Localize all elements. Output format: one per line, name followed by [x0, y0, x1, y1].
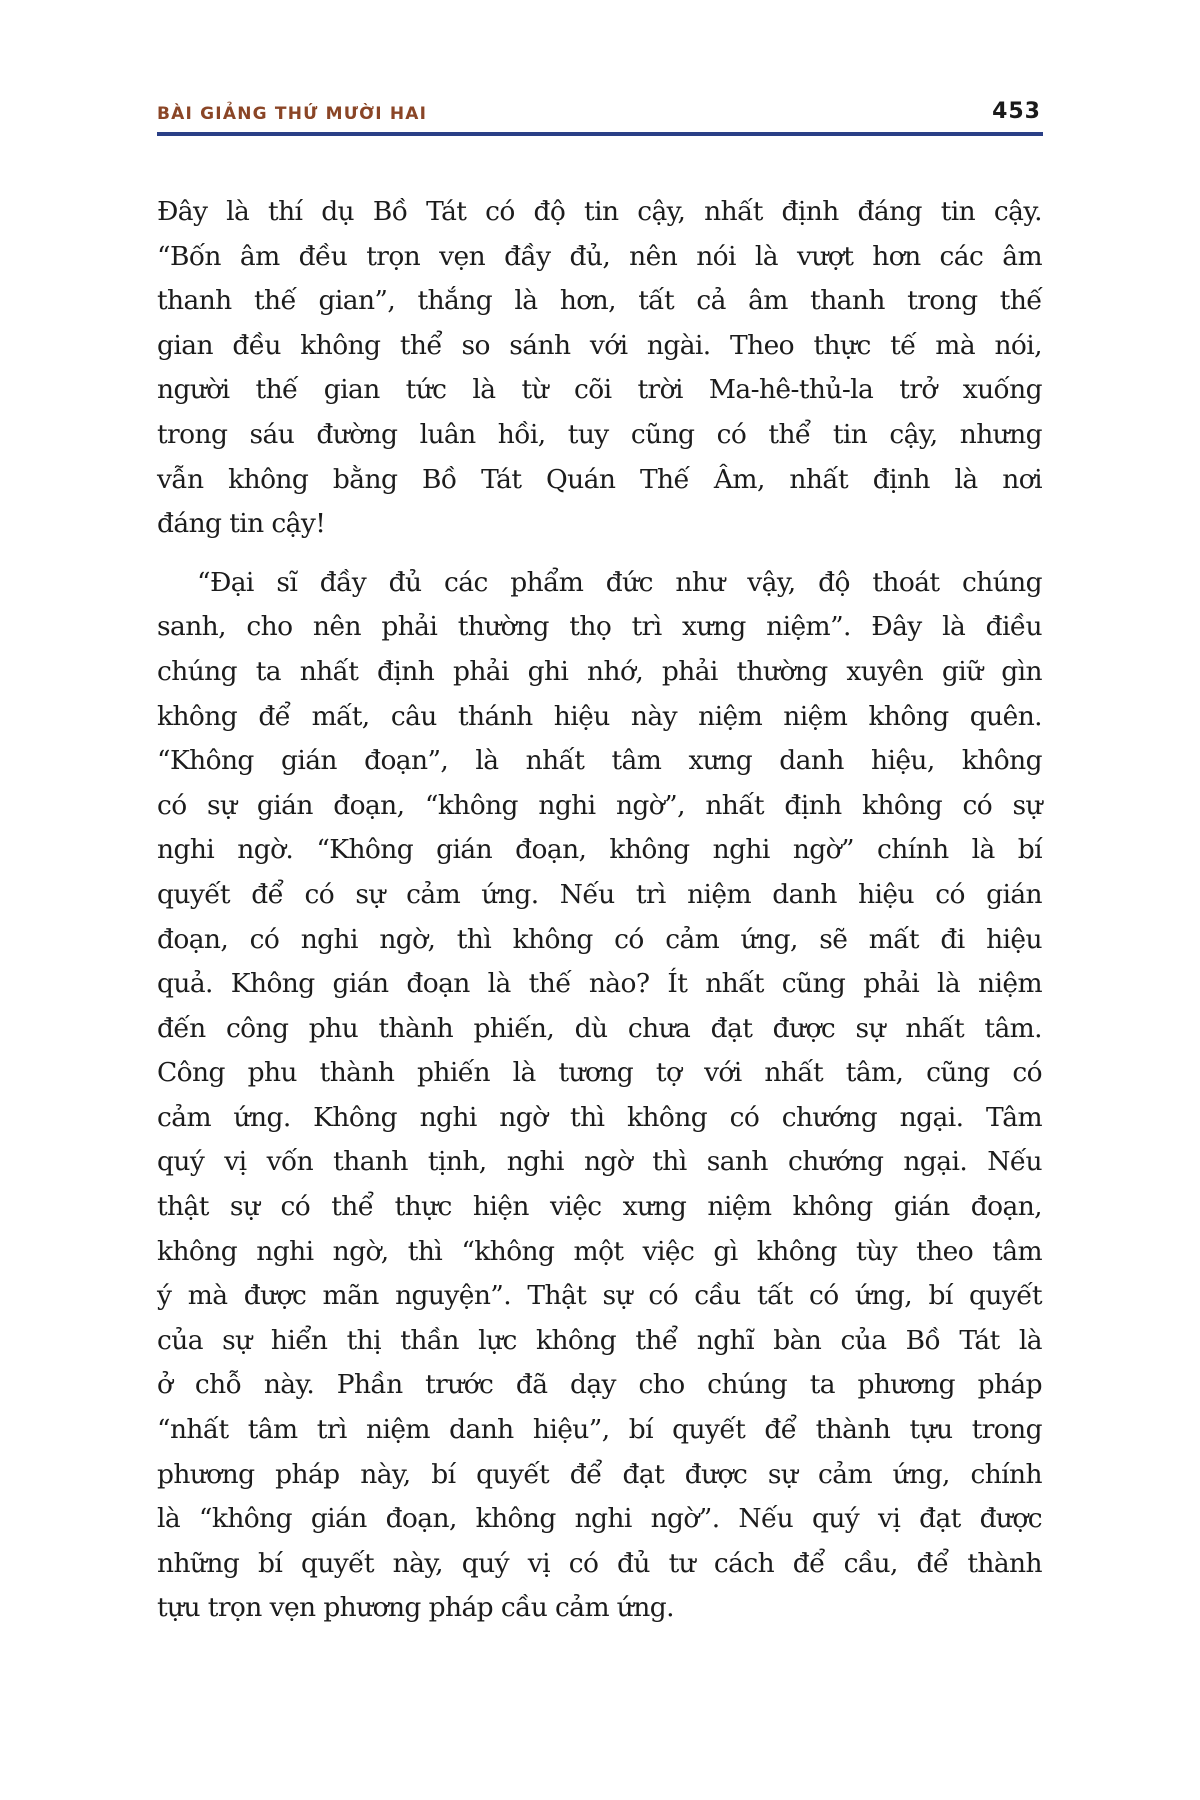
text-line: đáng tin cậy! — [157, 508, 326, 540]
text-line: gian đều không thể so sánh với ngài. Theo thực tế mà nói, — [157, 329, 1042, 361]
text-line: đến công phu thành phiến, dù chưa đạt được sự nhất tâm. — [157, 1012, 1042, 1044]
text-line: của sự hiển thị thần lực không thể nghĩ bàn của Bồ Tát là — [157, 1324, 1042, 1356]
text-line: tựu trọn vẹn phương pháp cầu cảm ứng. — [157, 1592, 674, 1624]
text-line: “Bốn âm đều trọn vẹn đầy đủ, nên nói là vượt hơn các âm — [157, 240, 1042, 272]
text-line: có sự gián đoạn, “không nghi ngờ”, nhất định không có sự — [157, 789, 1042, 821]
text-line: vẫn không bằng Bồ Tát Quán Thế Âm, nhất định là nơi — [157, 463, 1042, 495]
text-line: quả. Không gián đoạn là thế nào? Ít nhất cũng phải là niệm — [157, 968, 1042, 1000]
text-line: cảm ứng. Không nghi ngờ thì không có chướng ngại. Tâm — [157, 1101, 1042, 1133]
page-number: 453 — [992, 99, 1041, 124]
header-rule — [157, 132, 1043, 136]
text-line: Đây là thí dụ Bồ Tát có độ tin cậy, nhất định đáng tin cậy. — [157, 196, 1042, 227]
text-line: chúng ta nhất định phải ghi nhớ, phải thường xuyên giữ gìn — [157, 655, 1042, 687]
text-line: người thế gian tức là từ cõi trời Ma-hê-thủ-la trở xuống — [157, 374, 1042, 406]
text-line: thật sự có thể thực hiện việc xưng niệm không gián đoạn, — [157, 1191, 1042, 1223]
text-line: là “không gián đoạn, không nghi ngờ”. Nếu quý vị đạt được — [157, 1503, 1042, 1535]
text-line: “nhất tâm trì niệm danh hiệu”, bí quyết để thành tựu trong — [157, 1414, 1042, 1446]
text-line: quý vị vốn thanh tịnh, nghi ngờ thì sanh chướng ngại. Nếu — [157, 1146, 1042, 1178]
chapter-title: BÀI GIẢNG THỨ MƯỜI HAI — [157, 104, 428, 124]
text-line: nghi ngờ. “Không gián đoạn, không nghi ngờ” chính là bí — [157, 834, 1042, 866]
body-text — [157, 190, 1042, 1645]
text-line: đoạn, có nghi ngờ, thì không có cảm ứng, sẽ mất đi hiệu — [157, 923, 1042, 955]
text-line: quyết để có sự cảm ứng. Nếu trì niệm danh hiệu có gián — [157, 878, 1042, 910]
text-line: không nghi ngờ, thì “không một việc gì không tùy theo tâm — [157, 1235, 1042, 1267]
text-line: không để mất, câu thánh hiệu này niệm niệm không quên. — [157, 700, 1042, 732]
paragraph-2 — [157, 561, 1042, 1631]
text-line: những bí quyết này, quý vị có đủ tư cách để cầu, để thành — [157, 1547, 1042, 1579]
text-line: thanh thế gian”, thắng là hơn, tất cả âm thanh trong thế — [157, 285, 1042, 317]
text-line: Công phu thành phiến là tương tợ với nhất tâm, cũng có — [157, 1057, 1042, 1089]
text-line: phương pháp này, bí quyết để đạt được sự cảm ứng, chính — [157, 1458, 1042, 1490]
text-line: sanh, cho nên phải thường thọ trì xưng niệm”. Đây là điều — [157, 611, 1042, 643]
text-line: “Đại sĩ đầy đủ các phẩm đức như vậy, độ thoát chúng — [197, 566, 1042, 598]
text-line: “Không gián đoạn”, là nhất tâm xưng danh hiệu, không — [157, 745, 1042, 777]
text-line: ở chỗ này. Phần trước đã dạy cho chúng ta phương pháp — [157, 1369, 1042, 1401]
paragraph-1 — [157, 190, 1042, 547]
text-line: trong sáu đường luân hồi, tuy cũng có thể tin cậy, nhưng — [157, 418, 1042, 450]
text-line: ý mà được mãn nguyện”. Thật sự có cầu tất có ứng, bí quyết — [157, 1280, 1042, 1312]
running-header — [157, 100, 1043, 138]
